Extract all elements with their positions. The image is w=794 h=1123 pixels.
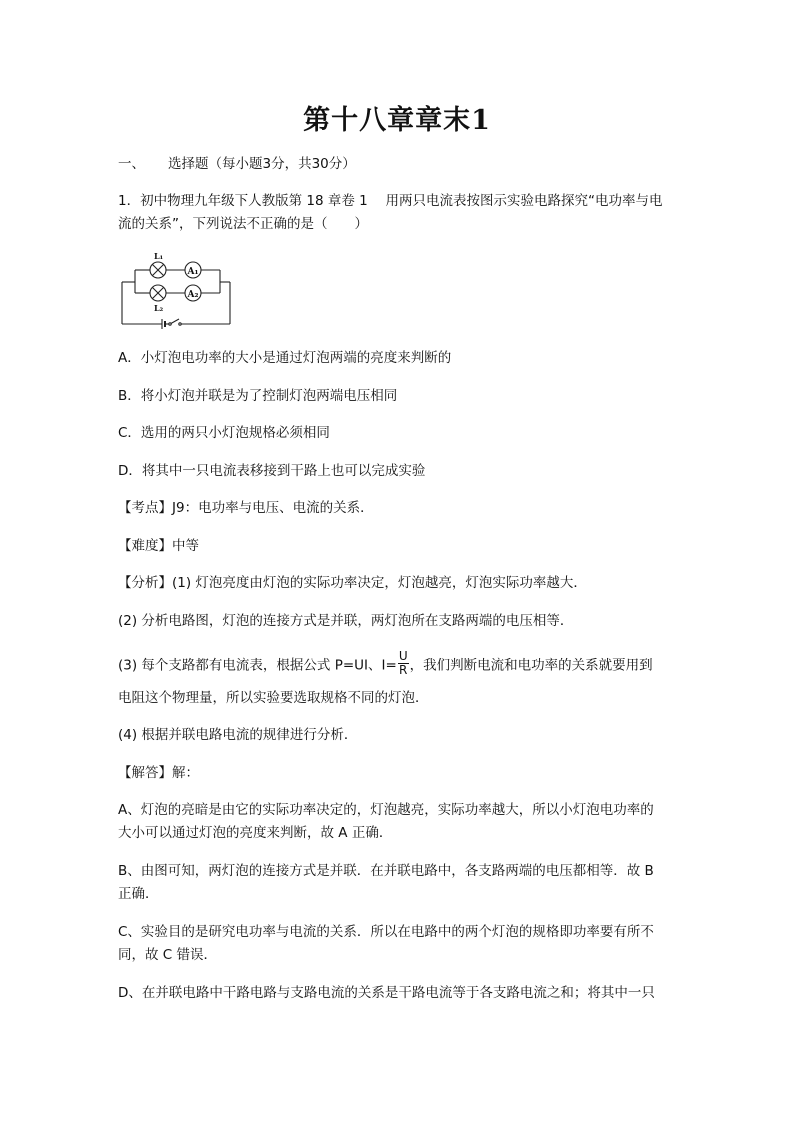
fraction-denominator: R bbox=[399, 663, 408, 677]
option-b: B．将小灯泡并联是为了控制灯泡两端电压相同 bbox=[118, 388, 398, 404]
solution-c-line-2: 同，故 C 错误． bbox=[118, 947, 218, 963]
ammeter-2-icon bbox=[185, 285, 201, 301]
section-number: 一、 bbox=[118, 156, 145, 172]
page-title: 第十八章章末1 bbox=[303, 105, 491, 136]
question-line-2: 流的关系”，下列说法不正确的是（ ） bbox=[118, 216, 368, 232]
option-d: D．将其中一只电流表移接到干路上也可以完成实验 bbox=[118, 463, 426, 479]
fraction-numerator: U bbox=[398, 649, 408, 663]
battery-icon bbox=[162, 319, 165, 329]
circuit-diagram bbox=[118, 248, 236, 330]
option-c: C．选用的两只小灯泡规格必须相同 bbox=[118, 425, 330, 441]
solution-d-line-1: D、在并联电路中干路电路与支路电流的关系是干路电流等于各支路电流之和；将其中一只 bbox=[118, 985, 655, 1001]
ammeter-1-label: A₁ bbox=[187, 267, 199, 277]
section-text: 选择题（每小题3分，共30分） bbox=[168, 156, 356, 172]
analysis-3-line-2: 电阻这个物理量，所以实验要选取规格不同的灯泡． bbox=[118, 690, 429, 706]
analysis-3-pre: (3) 每个支路都有电流表，根据公式 P=UI、I= bbox=[118, 657, 397, 674]
ammeter-2-label: A₂ bbox=[187, 290, 199, 300]
solution-heading: 【解答】解： bbox=[118, 765, 199, 781]
option-a: A．小灯泡电功率的大小是通过灯泡两端的亮度来判断的 bbox=[118, 350, 452, 366]
analysis-3 bbox=[118, 649, 678, 679]
lamp-2-icon bbox=[150, 285, 166, 301]
lamp-1-label: L₁ bbox=[154, 251, 164, 261]
analysis-3-post: ，我们判断电流和电功率的关系就要用到 bbox=[409, 657, 653, 674]
ammeter-1-icon bbox=[185, 262, 201, 278]
question-line-1: 1．初中物理九年级下人教版第 18 章卷 1 用两只电流表按图示实验电路探究“电功率与电 bbox=[118, 193, 663, 209]
solution-c-line-1: C、实验目的是研究电功率与电流的关系．所以在电路中的两个灯泡的规格即功率要有所不 bbox=[118, 924, 654, 940]
analysis-4: (4) 根据并联电路电流的规律进行分析． bbox=[118, 727, 358, 743]
nandu: 【难度】中等 bbox=[118, 538, 199, 554]
analysis-1: 【分析】(1) 灯泡亮度由灯泡的实际功率决定，灯泡越亮，灯泡实际功率越大． bbox=[118, 575, 587, 591]
solution-a-line-1: A、灯泡的亮暗是由它的实际功率决定的，灯泡越亮，实际功率越大，所以小灯泡电功率的 bbox=[118, 802, 654, 818]
switch-icon bbox=[165, 319, 181, 325]
section-heading bbox=[118, 154, 678, 174]
kaodian: 【考点】J9：电功率与电压、电流的关系． bbox=[118, 500, 374, 516]
solution-b-line-2: 正确． bbox=[118, 886, 159, 902]
lamp-1-icon bbox=[150, 262, 166, 278]
analysis-2: (2) 分析电路图，灯泡的连接方式是并联，两灯泡所在支路两端的电压相等． bbox=[118, 613, 574, 629]
fraction-u-over-r bbox=[398, 650, 409, 677]
lamp-2-label: L₂ bbox=[154, 303, 164, 313]
solution-b-line-1: B、由图可知，两灯泡的连接方式是并联．在并联电路中，各支路两端的电压都相等．故 B bbox=[118, 863, 654, 879]
solution-a-line-2: 大小可以通过灯泡的亮度来判断，故 A 正确． bbox=[118, 825, 393, 841]
